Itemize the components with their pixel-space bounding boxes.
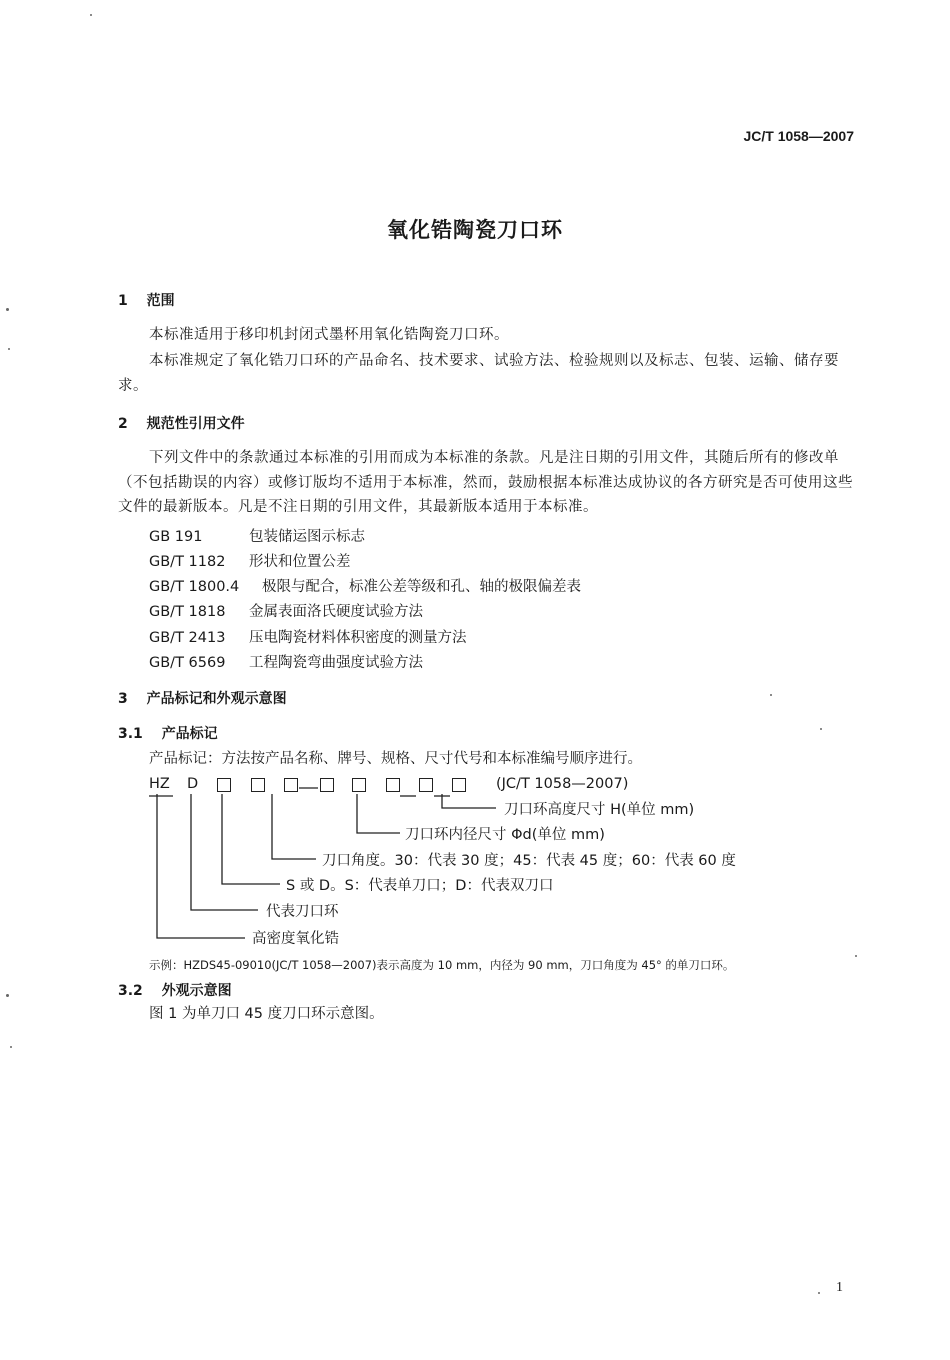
section-title: 规范性引用文件 bbox=[146, 416, 245, 432]
reference-title: 包装储运图示标志 bbox=[249, 529, 365, 545]
marking-label-edge-type: S 或 D。S：代表单刀口；D：代表双刀口 bbox=[286, 878, 554, 894]
marking-label-height: 刀口环高度尺寸 H(单位 mm) bbox=[504, 802, 695, 818]
section-number: 3.2 bbox=[118, 983, 143, 999]
section-2-paragraph: 下列文件中的条款通过本标准的引用而成为本标准的条款。凡是注日期的引用文件，其随后所有的修改单（不包括勘误的内容）或修订版均不适用于本标准，然而，鼓励根据本标准达成协议的各方研究是否可使用这些文件的最新版本。凡是不注日期的引用文件，其最新版本适用于本标准。 bbox=[118, 450, 853, 515]
marking-standard-ref: (JC/T 1058—2007) bbox=[496, 776, 629, 792]
reference-code: GB 191 bbox=[149, 529, 203, 545]
page-number: 1 bbox=[836, 1280, 843, 1295]
section-3-2-heading bbox=[118, 980, 232, 1000]
section-1-paragraph-2: 本标准规定了氧化锆刀口环的产品命名、技术要求、试验方法、检验规则以及标志、包装、运输、储存要求。 bbox=[118, 353, 839, 394]
section-title: 范围 bbox=[146, 293, 175, 309]
reference-code: GB/T 1818 bbox=[149, 604, 226, 620]
reference-code: GB/T 6569 bbox=[149, 655, 226, 671]
document-title: 氧化锆陶瓷刀口环 bbox=[387, 218, 563, 242]
section-title: 产品标记和外观示意图 bbox=[146, 691, 287, 707]
section-1-paragraph-1: 本标准适用于移印机封闭式墨杯用氧化锆陶瓷刀口环。 bbox=[149, 327, 509, 343]
reference-code: GB/T 1800.4 bbox=[149, 579, 240, 595]
reference-title: 压电陶瓷材料体积密度的测量方法 bbox=[249, 630, 467, 646]
marking-intro: 产品标记：方法按产品名称、牌号、规格、尺寸代号和本标准编号顺序进行。 bbox=[149, 751, 642, 767]
section-number: 3.1 bbox=[118, 726, 143, 742]
reference-title: 极限与配合，标准公差等级和孔、轴的极限偏差表 bbox=[262, 579, 581, 595]
marking-example: 示例：HZDS45-09010(JC/T 1058—2007)表示高度为 10 mm，内径为 90 mm，刀口角度为 45° 的单刀口环。 bbox=[149, 958, 735, 972]
section-number: 1 bbox=[118, 293, 128, 309]
reference-title: 金属表面洛氏硬度试验方法 bbox=[249, 604, 423, 620]
marking-label-ring: 代表刀口环 bbox=[266, 904, 339, 920]
section-title: 外观示意图 bbox=[161, 983, 232, 999]
marking-label-angle: 刀口角度。30：代表 30 度；45：代表 45 度；60：代表 60 度 bbox=[322, 853, 736, 869]
reference-code: GB/T 2413 bbox=[149, 630, 226, 646]
marking-label-inner-diameter: 刀口环内径尺寸 Φd(单位 mm) bbox=[405, 827, 605, 843]
marking-label-material: 高密度氧化锆 bbox=[252, 931, 339, 947]
reference-code: GB/T 1182 bbox=[149, 554, 226, 570]
marking-prefix-hz: HZ bbox=[149, 776, 170, 792]
section-3-2-text: 图 1 为单刀口 45 度刀口环示意图。 bbox=[149, 1006, 384, 1022]
section-title: 产品标记 bbox=[161, 726, 218, 742]
section-number: 2 bbox=[118, 416, 128, 432]
standard-number: JC/T 1058—2007 bbox=[743, 128, 854, 144]
reference-title: 工程陶瓷弯曲强度试验方法 bbox=[249, 655, 423, 671]
reference-title: 形状和位置公差 bbox=[249, 554, 351, 570]
marking-prefix-d: D bbox=[187, 776, 199, 792]
section-number: 3 bbox=[118, 691, 128, 707]
